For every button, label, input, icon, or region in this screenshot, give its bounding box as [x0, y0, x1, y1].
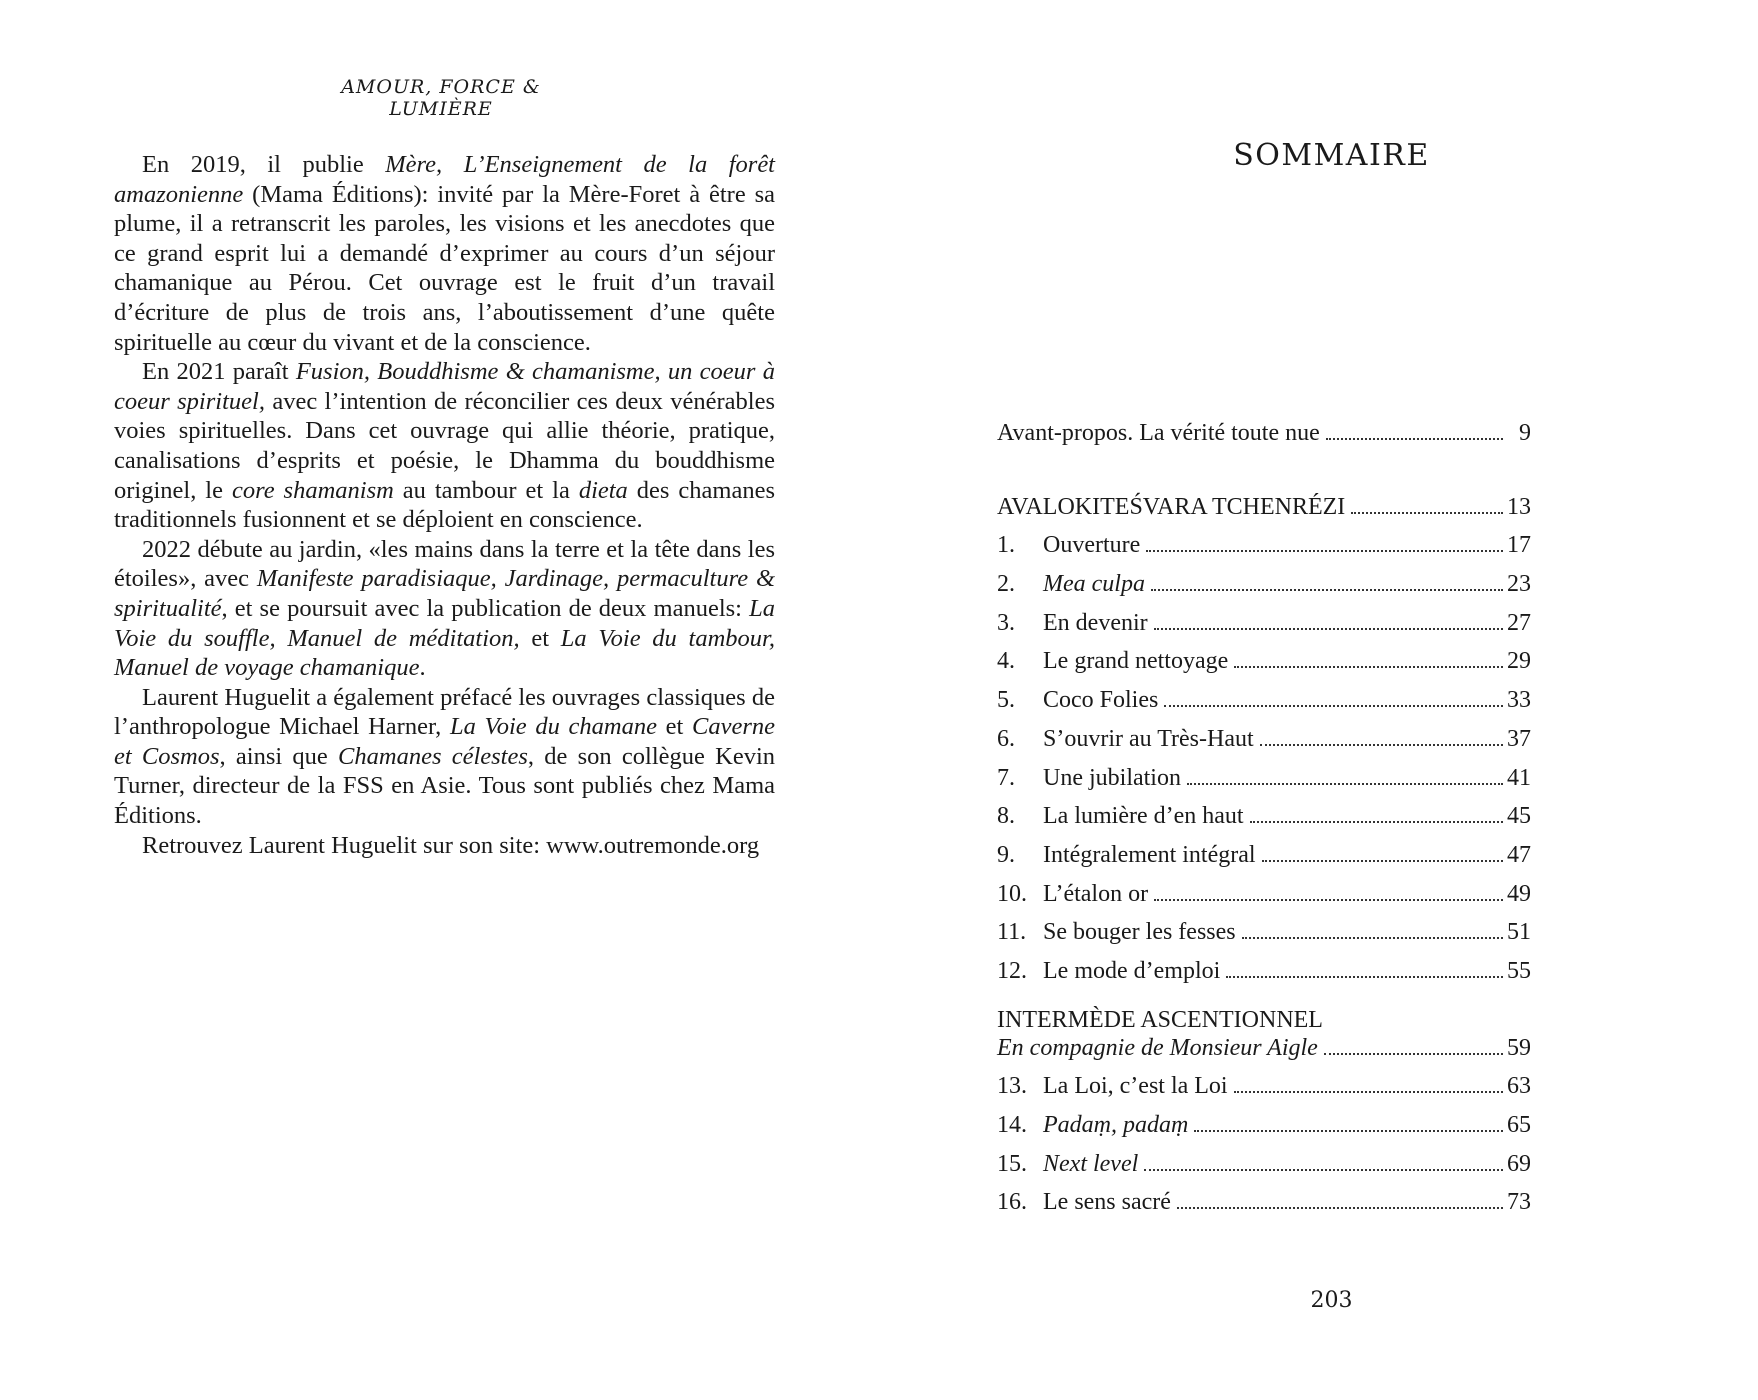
toc-entry-page: 55 [1507, 957, 1531, 984]
italic-title: Fusion, Bouddhisme & chamanisme, un coeur à coeur spirituel, [114, 358, 775, 415]
toc-entry-page: 17 [1507, 532, 1531, 559]
text-run: Laurent Huguelit a également préfacé les ouvrages classiques de l’anthropologue Michael Harner, [114, 683, 775, 741]
text-run: 2022 débute au jardin, «les mains dans la terre et la tête dans les étoiles», avec [114, 535, 775, 593]
toc-entry-page: 49 [1507, 880, 1531, 907]
toc-entry [997, 532, 1531, 571]
toc-section-heading [997, 494, 1531, 533]
text-run: . [419, 654, 426, 682]
toc-chapter-list [997, 1073, 1531, 1228]
text-run: , et se poursuit avec la publication de deux manuels: [221, 594, 750, 622]
toc-entry-title: Coco Folies [1043, 687, 1159, 714]
toc-entry-page: 13 [1507, 493, 1531, 520]
toc-entry-title: La Loi, c’est la Loi [1043, 1073, 1228, 1100]
text-run: avec l’intention de réconcilier ces deux vénérables voies spirituelles. Dans cet ouvrage qui allie théorie, pratique, canalisations d’esprits et poésie, le Dhamma du bouddhisme originel, le [114, 387, 775, 504]
toc-entry-title: Se bouger les fesses [1043, 919, 1236, 946]
dot-leader [1234, 1090, 1503, 1093]
text-run: des chamanes traditionnels fusionnent et se déploient en conscience. [114, 476, 776, 534]
toc-entry [997, 726, 1531, 765]
toc-entry-page: 51 [1507, 919, 1531, 946]
toc-entry-title: Intégralement intégral [1043, 841, 1256, 868]
italic-title: La Voie du chamane [449, 713, 657, 741]
text-run: (Mama Éditions): invité par la Mère-Foret à être sa plume, il a retranscrit les paroles, les visions et les anecdotes que ce grand esprit lui a demandé d’exprimer au cours d’un séjour chamanique au Pérou. Cet ouvrage est le fruit d’un travail d’écriture de plus de trois ans, l’aboutissement d’une quête spirituelle au cœur du vivant et de la conscience. [114, 180, 775, 356]
toc-entry-number: 10. [997, 880, 1027, 907]
toc-entry-page: 65 [1507, 1112, 1531, 1138]
toc-section-title: AVALOKITEŚVARA TCHENRÉZI [997, 493, 1346, 520]
italic-title: La Voie du tambour, Manuel de voyage chamanique [114, 624, 775, 682]
toc-entry-title: Le sens sacré [1043, 1189, 1171, 1216]
table-of-contents [997, 420, 1531, 1228]
text-run: et [519, 624, 561, 652]
body-paragraph [114, 831, 775, 861]
body-text [114, 150, 775, 860]
text-run: , ainsi que [219, 742, 339, 770]
dot-leader [1242, 936, 1503, 939]
dot-leader [1234, 665, 1503, 668]
dot-leader [1151, 588, 1503, 591]
toc-section-heading: INTERMÈDE ASCENTIONNEL [997, 1006, 1323, 1033]
toc-entry [997, 919, 1531, 958]
toc-entry-title: L’étalon or [1043, 880, 1149, 907]
toc-entry-page: 23 [1507, 571, 1531, 598]
toc-entry [997, 958, 1531, 997]
dot-leader [1187, 782, 1503, 785]
toc-entry-page: 69 [1507, 1150, 1531, 1177]
text-run: et [656, 713, 692, 741]
toc-entry [997, 881, 1531, 920]
toc-entry-number: 3. [997, 609, 1015, 636]
toc-entry-title: S’ouvrir au Très-Haut [1043, 725, 1254, 752]
dot-leader [1164, 704, 1503, 707]
toc-entry-number: 4. [997, 648, 1015, 675]
dot-leader [1154, 898, 1503, 901]
toc-entry-title: Le mode d’emploi [1043, 957, 1221, 984]
toc-entry-page: 45 [1507, 803, 1531, 830]
toc-entry-page: 29 [1507, 648, 1531, 675]
body-paragraph [114, 357, 775, 535]
toc-entry-number: 9. [997, 841, 1015, 868]
dot-leader [1250, 820, 1503, 823]
dot-leader [1194, 1129, 1503, 1132]
toc-entry-title: Padaṃ, padaṃ [1043, 1112, 1189, 1138]
toc-entry [997, 842, 1531, 881]
text-run: Retrouvez Laurent Huguelit sur son site: www.outremonde.org [142, 831, 760, 859]
dot-leader [1260, 743, 1503, 746]
dot-leader [1262, 859, 1503, 862]
text-run: , de son collègue Kevin Turner, directeur de la FSS en Asie. Tous sont publiés chez Mama Éditions. [114, 742, 776, 830]
toc-entry-title: La lumière d’en haut [1043, 803, 1244, 830]
toc-entry-page: 9 [1519, 420, 1531, 446]
toc-entry-number: 2. [997, 571, 1015, 598]
toc-entry [997, 803, 1531, 842]
toc-entry-number: 8. [997, 803, 1015, 830]
toc-entry-title: Avant-propos. La vérité toute nue [997, 420, 1320, 446]
dot-leader [1326, 437, 1503, 440]
toc-entry-page: 27 [1507, 609, 1531, 636]
toc-entry [997, 1112, 1531, 1151]
toc-entry-title: Une jubilation [1043, 764, 1181, 791]
toc-entry [997, 571, 1531, 610]
toc-entry-number: 16. [997, 1189, 1027, 1216]
dot-leader [1324, 1052, 1503, 1055]
dot-leader [1154, 627, 1503, 630]
italic-title: Mère, L’Enseignement de la forêt amazonienne [114, 151, 775, 208]
toc-entry-number: 14. [997, 1112, 1027, 1138]
toc-entry-page: 41 [1507, 764, 1531, 791]
italic-title: La Voie du souffle, Manuel de méditation, [114, 594, 775, 652]
toc-entry [997, 1151, 1531, 1190]
italic-title: dieta [578, 476, 628, 504]
toc-entry-title: Mea culpa [1043, 571, 1145, 598]
toc-entry [997, 1189, 1531, 1228]
toc-entry-title: Next level [1043, 1150, 1139, 1177]
dot-leader [1226, 975, 1503, 978]
body-paragraph [114, 150, 775, 357]
toc-entry [997, 687, 1531, 726]
toc-entry-number: 1. [997, 532, 1015, 559]
toc-entry-number: 13. [997, 1073, 1027, 1100]
toc-entry-title: En devenir [1043, 609, 1148, 636]
toc-entry-number: 5. [997, 687, 1015, 714]
dot-leader [1351, 511, 1503, 514]
toc-entry [997, 610, 1531, 649]
toc-entry-title: Le grand nettoyage [1043, 648, 1229, 675]
toc-entry-page: 47 [1507, 841, 1531, 868]
toc-entry-number: 6. [997, 725, 1015, 752]
toc-entry-foreword [997, 420, 1531, 459]
italic-title: core shamanism [231, 476, 394, 504]
toc-entry [997, 1073, 1531, 1112]
text-run: En 2019, il publie [142, 151, 386, 178]
toc-entry-page: 63 [1507, 1073, 1531, 1100]
dot-leader [1146, 549, 1503, 552]
toc-entry-number: 15. [997, 1150, 1027, 1177]
toc-entry-number: 11. [997, 919, 1027, 946]
toc-entry-number: 12. [997, 957, 1027, 984]
text-run: au tambour et la [393, 476, 579, 504]
right-page [879, 0, 1758, 1400]
page-number: 203 [1310, 1288, 1353, 1313]
toc-entry [997, 648, 1531, 687]
toc-chapter-list [997, 532, 1531, 996]
toc-entry-title: Ouverture [1043, 532, 1141, 559]
italic-title: Caverne et Cosmos [114, 713, 775, 770]
text-run: En 2021 paraît [142, 358, 296, 386]
dot-leader [1144, 1168, 1503, 1171]
running-head: AMOUR, FORCE & LUMIÈRE [341, 76, 541, 120]
toc-title: SOMMAIRE [1233, 138, 1430, 173]
toc-entry-page: 59 [1507, 1034, 1531, 1061]
toc-entry-page: 73 [1507, 1189, 1531, 1216]
toc-section-subtitle: En compagnie de Monsieur Aigle [997, 1034, 1318, 1061]
toc-section-subtitle-row [997, 1035, 1531, 1074]
italic-title: Chamanes célestes [338, 742, 528, 770]
toc-entry-page: 37 [1507, 725, 1531, 752]
body-paragraph [114, 535, 775, 683]
body-paragraph [114, 683, 775, 831]
toc-entry [997, 765, 1531, 804]
toc-entry-number: 7. [997, 764, 1015, 791]
italic-title: Manifeste paradisiaque, Jardinage, permaculture & spiritualité [114, 565, 776, 622]
toc-entry-page: 33 [1507, 687, 1531, 714]
dot-leader [1177, 1206, 1503, 1209]
